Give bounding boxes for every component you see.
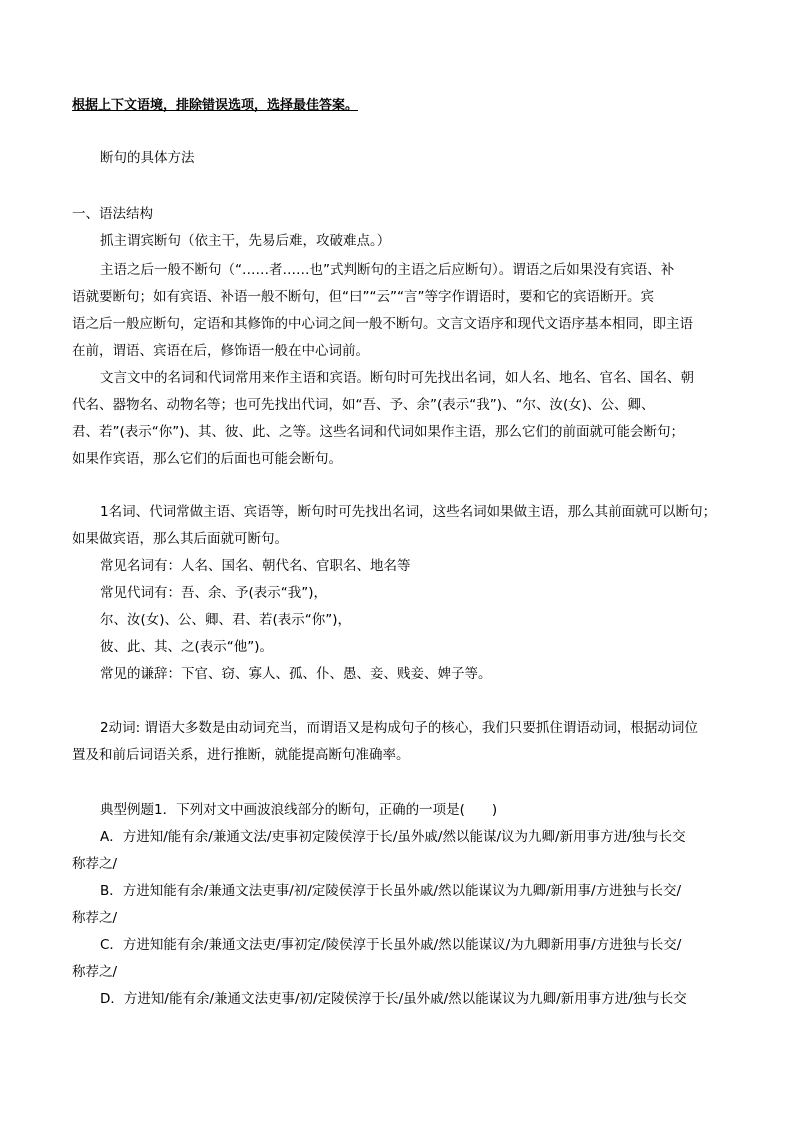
paragraph-3-line-2: 代名、器物名、动物名等；也可先找出代词，如“吾、予、余”(表示“我”)、“尔、汝(女)、公、卿、 xyxy=(72,397,655,413)
question-text: 典型例题1．下列对文中画波浪线部分的断句，正确的一项是( ) xyxy=(100,802,498,818)
paragraph-2-line-4: 在前，谓语、宾语在后，修饰语一般在中心词前。 xyxy=(72,343,369,359)
list-item: 尔、汝(女)、公、卿、君、若(表示“你”)， xyxy=(100,612,352,628)
paragraph-3-line-3: 君、若”(表示“你”)、其、彼、此、之等。这些名词和代词如果作主语，那么它们的前面就可能会断句； xyxy=(72,424,685,440)
option-a-line-1: A．方进知/能有余/兼通文法/吏事初定陵侯淳于长/虽外戚/然以能谋/议为九卿/新用事方进/独与长交 xyxy=(100,829,686,845)
option-d-line-1: D．方进知/能有余/兼通文法吏事/初/定陵侯淳于长/虽外戚/然以能谋议为九卿/新用事方进/独与长交 xyxy=(100,991,687,1007)
paragraph-2-line-1: 主语之后一般不断句（“……者……也”式判断句的主语之后应断句）。谓语之后如果没有宾语、补 xyxy=(100,262,675,278)
list-item: 彼、此、其、之(表示“他”)。 xyxy=(100,639,274,655)
instruction-text: 根据上下文语境，排除错误选项，选择最佳答案。 xyxy=(72,98,359,113)
section-1-title: 一、语法结构 xyxy=(72,206,153,222)
list-item: 常见代词有：吾、余、予(表示“我”)， xyxy=(100,585,328,601)
option-c-line-1: C．方进知能有余/兼通文法吏/事初定/陵侯淳于长虽外戚/然以能谋议/为九卿新用事/方进独与长交/ xyxy=(100,937,682,953)
paragraph-1: 抓主谓宾断句（依主干，先易后难，攻破难点。） xyxy=(100,233,391,249)
paragraph-3-line-1: 文言文中的名词和代词常用来作主语和宾语。断句时可先找出名词，如人名、地名、官名、国名、朝 xyxy=(100,370,694,386)
option-c-line-2: 称荐之/ xyxy=(72,964,118,980)
list-item: 常见名词有：人名、国名、朝代名、官职名、地名等 xyxy=(100,558,411,574)
paragraph-5-line-2: 置及和前后词语关系，进行推断，就能提高断句准确率。 xyxy=(72,747,410,763)
list-item: 常见的谦辞：下官、窃、寡人、孤、仆、愚、妾、贱妾、婢子等。 xyxy=(100,666,492,682)
paragraph-3-line-4: 如果作宾语，那么它们的后面也可能会断句。 xyxy=(72,451,342,467)
option-b-line-2: 称荐之/ xyxy=(72,910,118,926)
option-b-line-1: B．方进知能有余/兼通文法吏事/初/定陵侯淳于长虽外戚/然以能谋议为九卿/新用事/方进独与长交/ xyxy=(100,883,682,899)
option-a-line-2: 称荐之/ xyxy=(72,856,118,872)
paragraph-2-line-2: 语就要断句；如有宾语、补语一般不断句，但“曰”“云”“言”等字作谓语时，要和它的宾语断开。宾 xyxy=(72,289,654,305)
paragraph-4-line-1: 1名词、代词常做主语、宾语等，断句时可先找出名词，这些名词如果做主语，那么其前面就可以断句； xyxy=(100,504,717,520)
paragraph-5-line-1: 2动词: 谓语大多数是由动词充当，而谓语又是构成句子的核心，我们只要抓住谓语动词，根据动词位 xyxy=(100,720,698,736)
paragraph-2-line-3: 语之后一般应断句，定语和其修饰的中心词之间一般不断句。文言文语序和现代文语序基本相同，即主语 xyxy=(72,316,693,332)
paragraph-4-line-2: 如果做宾语，那么其后面就可断句。 xyxy=(72,531,288,547)
section-heading: 断句的具体方法 xyxy=(100,150,195,166)
